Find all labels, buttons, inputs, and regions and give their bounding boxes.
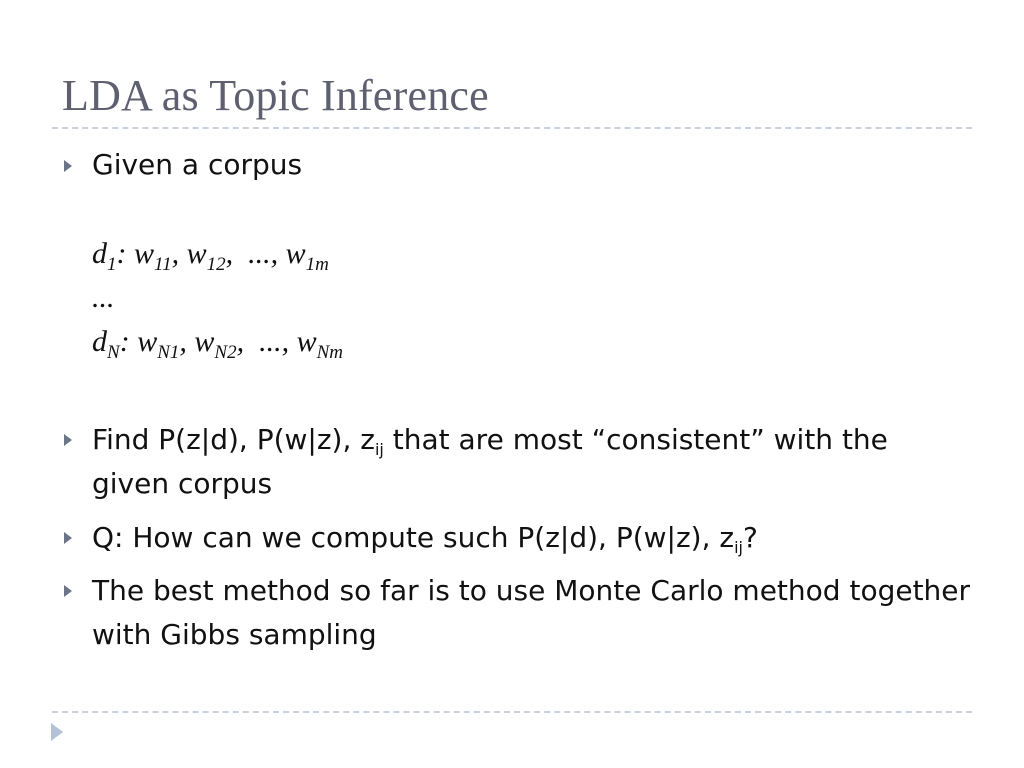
separator: , ...,	[225, 237, 286, 270]
bullet-text: that are most “consistent” with the given corpus	[92, 423, 888, 500]
doc-symbol: d	[92, 325, 107, 358]
corpus-line-1	[92, 237, 329, 275]
corpus-ellipsis: ...	[92, 281, 115, 314]
bullet-given-corpus: Given a corpus	[92, 148, 303, 181]
title-divider	[52, 127, 972, 129]
slide-title: LDA as Topic Inference	[62, 71, 489, 120]
word-subscript: N2	[214, 342, 237, 363]
subscript-ij: ij	[734, 538, 743, 557]
word-symbol: w	[134, 237, 155, 270]
doc-subscript: 1	[107, 254, 117, 275]
word-symbol: w	[194, 325, 215, 358]
word-symbol: w	[186, 237, 207, 270]
separator: ,	[179, 325, 195, 358]
colon: :	[119, 325, 138, 358]
doc-subscript: N	[107, 342, 120, 363]
subscript-ij: ij	[374, 440, 384, 459]
word-subscript: Nm	[316, 342, 344, 363]
word-symbol: w	[137, 325, 158, 358]
word-subscript: N1	[157, 342, 180, 363]
word-symbol: w	[296, 325, 317, 358]
separator: , ...,	[236, 325, 297, 358]
separator: ,	[171, 237, 187, 270]
word-symbol: w	[285, 237, 306, 270]
bullet-text: Find P(z|d), P(w|z), z	[92, 423, 375, 456]
word-subscript: 12	[206, 254, 226, 275]
next-slide-arrow-icon[interactable]	[51, 723, 63, 741]
footer-divider	[52, 711, 972, 713]
bullet-text: Q: How can we compute such P(z|d), P(w|z), z	[92, 521, 735, 554]
triangle-bullet-icon	[64, 434, 72, 446]
corpus-line-n	[92, 325, 344, 363]
word-subscript: 11	[154, 254, 172, 275]
bullet-find-distributions	[92, 418, 972, 506]
colon: :	[116, 237, 134, 270]
doc-symbol: d	[92, 237, 107, 270]
triangle-bullet-icon	[64, 585, 72, 597]
triangle-bullet-icon	[64, 160, 72, 172]
bullet-text: ?	[742, 521, 758, 554]
word-subscript: 1m	[305, 254, 329, 275]
triangle-bullet-icon	[64, 532, 72, 544]
bullet-question	[92, 516, 972, 560]
bullet-best-method: The best method so far is to use Monte Carlo method together with Gibbs sampling	[92, 574, 971, 651]
